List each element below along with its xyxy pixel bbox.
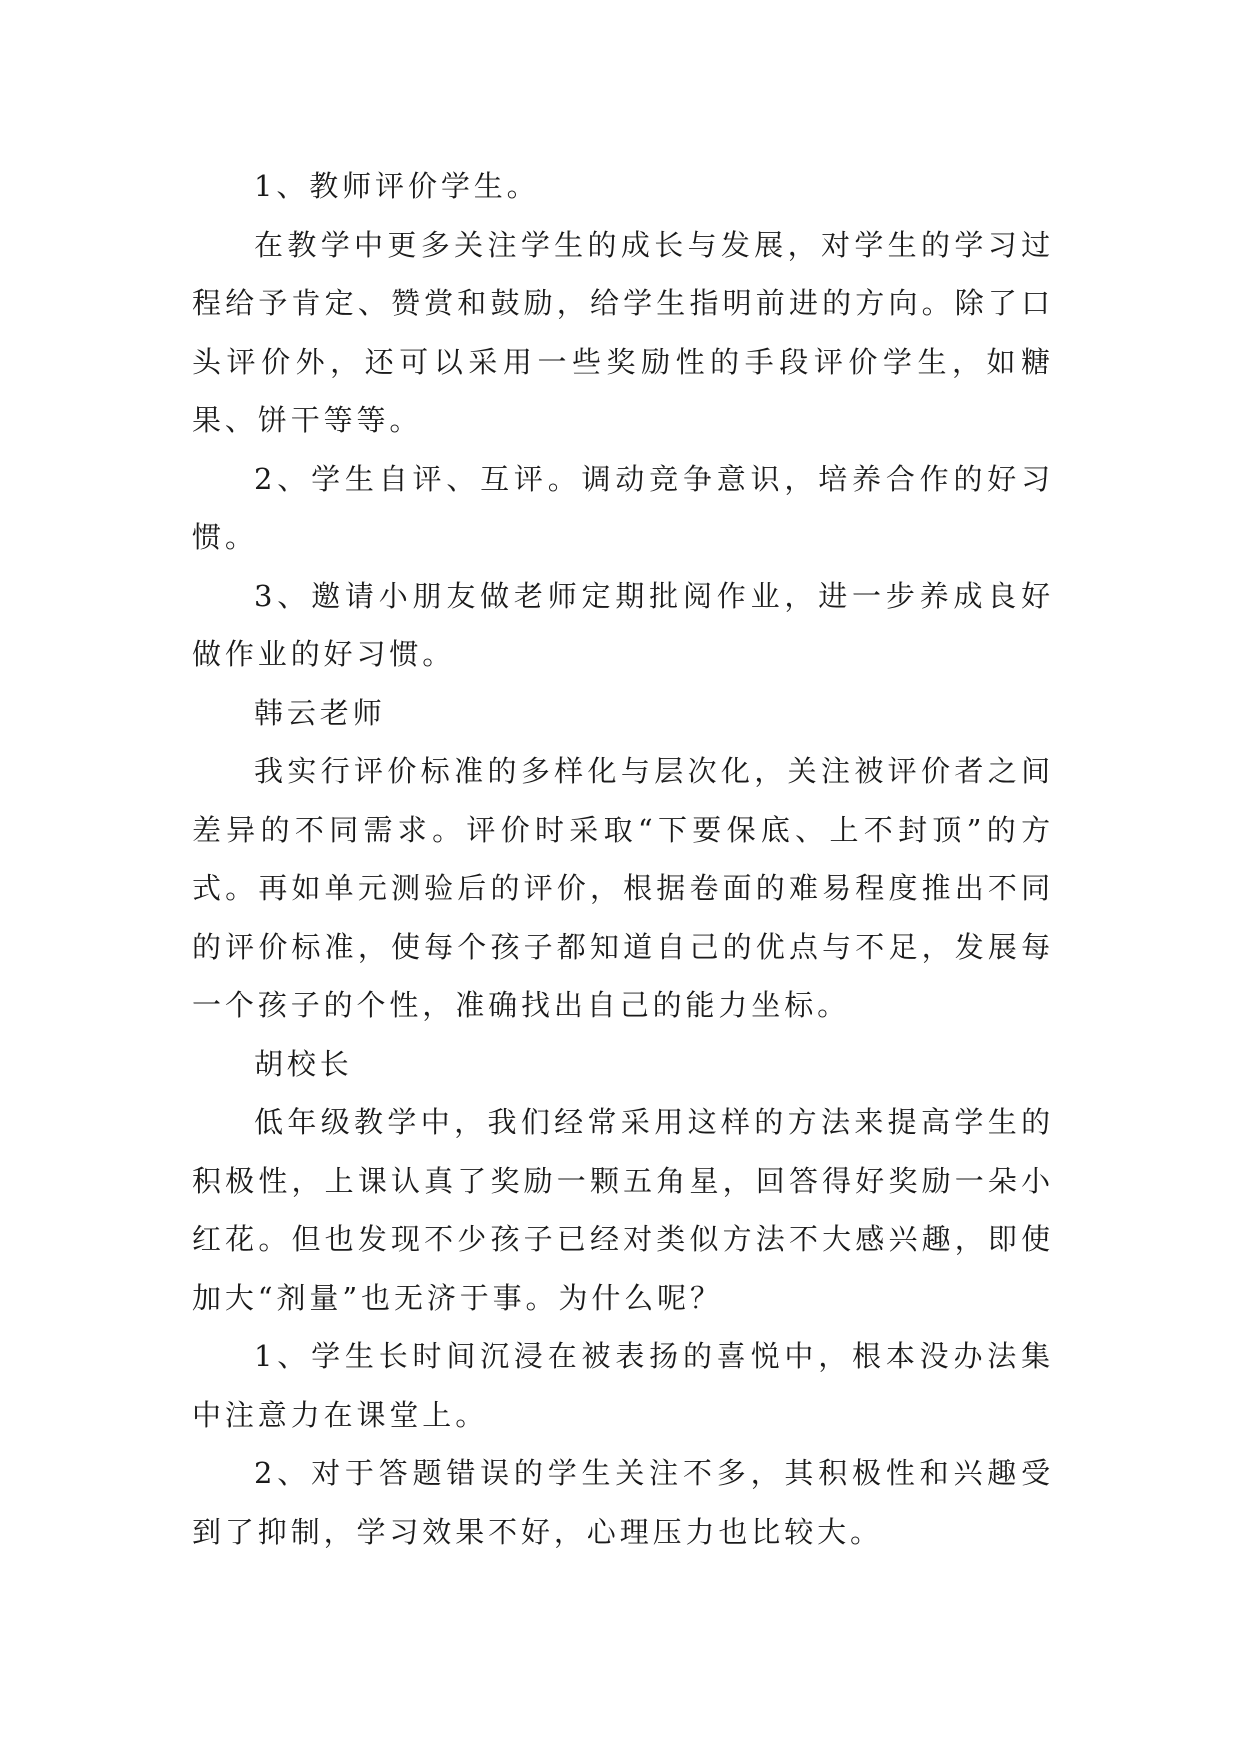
paragraph-reason-one: 1、学生长时间沉浸在被表扬的喜悦中，根本没办法集中注意力在课堂上。 bbox=[192, 1339, 1054, 1432]
paragraph-principal-hu-statement: 低年级教学中，我们经常采用这样的方法来提高学生的积极性，上课认真了奖励一颗五角星，回答得好奖励一朵小红花。但也发现不少孩子已经对类似方法不大感兴趣，即使加大“剂量”也无济于事。为什么呢？ bbox=[192, 1105, 1054, 1315]
document-body bbox=[192, 157, 1054, 1561]
speaker-name-principal-hu: 胡校长 bbox=[254, 1046, 353, 1081]
paragraph-student-grading: 3、邀请小朋友做老师定期批阅作业，进一步养成良好做作业的好习惯。 bbox=[192, 578, 1054, 671]
paragraph-reason-two: 2、对于答题错误的学生关注不多，其积极性和兴趣受到了抑制，学习效果不好，心理压力也比较大。 bbox=[192, 1456, 1054, 1549]
paragraph-self-peer-evaluation: 2、学生自评、互评。调动竞争意识，培养合作的好习惯。 bbox=[192, 461, 1054, 554]
speaker-name-han-yun: 韩云老师 bbox=[254, 695, 386, 730]
paragraph-han-yun-statement: 我实行评价标准的多样化与层次化，关注被评价者之间差异的不同需求。评价时采取“下要保底、上不封顶”的方式。再如单元测验后的评价，根据卷面的难易程度推出不同的评价标准，使每个孩子都知道自己的优点与不足，发展每一个孩子的个性，准确找出自己的能力坐标。 bbox=[192, 754, 1054, 1022]
paragraph-teacher-evaluation-heading: 1、教师评价学生。 bbox=[254, 169, 540, 203]
paragraph-teacher-evaluation-body: 在教学中更多关注学生的成长与发展，对学生的学习过程给予肯定、赞赏和鼓励，给学生指明前进的方向。除了口头评价外，还可以采用一些奖励性的手段评价学生，如糖果、饼干等等。 bbox=[192, 227, 1054, 437]
